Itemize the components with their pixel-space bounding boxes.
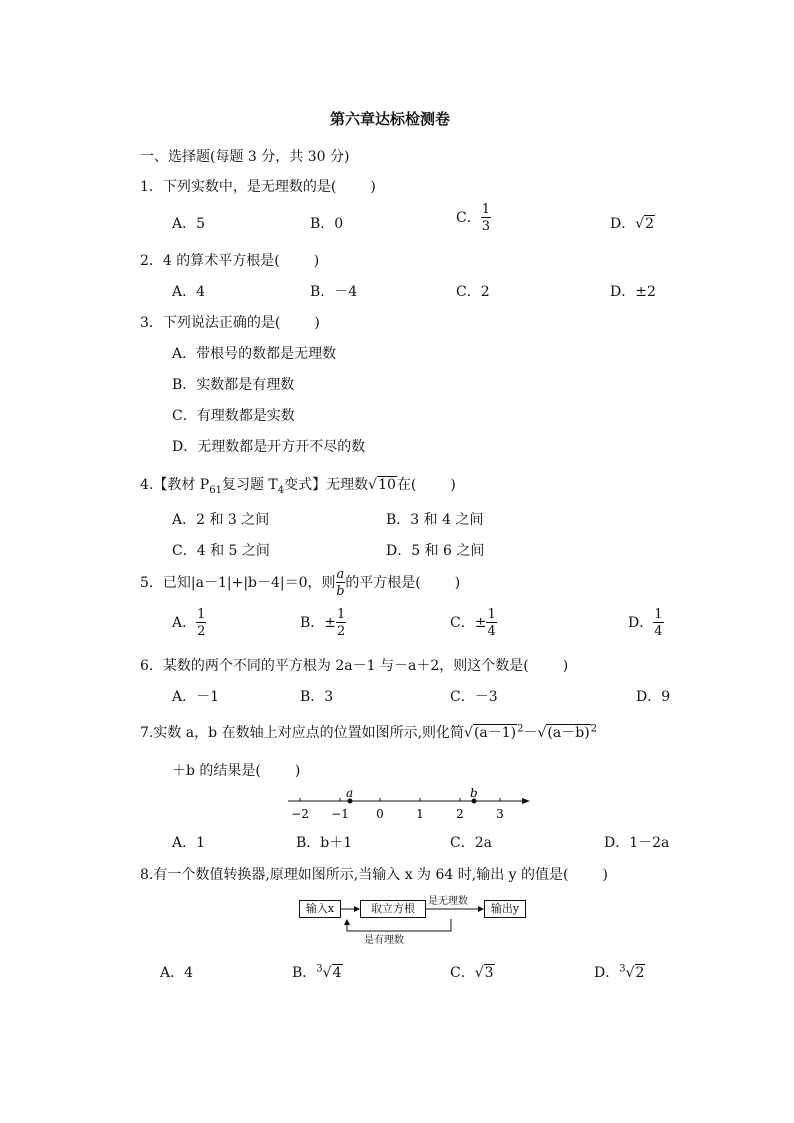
q6-option-c[interactable]: C．－3 [450, 689, 498, 705]
question-4-stem: 4.【教材 $P_{61}$复习题 $T_4$变式】无理数√10在( ) [140, 477, 456, 496]
section-heading: 一、选择题(每题 3 分，共 30 分) [140, 149, 350, 165]
axis-tick-label: 2 [456, 807, 464, 821]
point-a-label: a [346, 786, 354, 800]
q8-option-d[interactable]: D．$^3$√2 [594, 963, 645, 981]
question-2-stem: 2．4 的算术平方根是( ) [140, 253, 320, 269]
q2-option-a[interactable]: A．4 [172, 284, 206, 300]
number-line [286, 785, 536, 823]
q8-option-a[interactable]: A．4 [160, 965, 194, 981]
axis-tick-label: 3 [496, 807, 504, 821]
q4-option-a[interactable]: A．2 和 3 之间 [172, 512, 270, 528]
question-1-stem: 1．下列实数中，是无理数的是( ) [140, 179, 376, 195]
q7-option-c[interactable]: C．2a [450, 835, 492, 851]
q5-option-c[interactable]: C．± $\frac{1}{4}$ [450, 607, 496, 639]
q7-option-b[interactable]: B．b＋1 [296, 835, 353, 851]
q8-option-c[interactable]: C．√3 [450, 965, 494, 981]
rational-label: 是有理数 [364, 935, 404, 946]
point-b-label: b [470, 786, 478, 800]
cube-root-box: 取立方根 [360, 900, 426, 918]
question-5-stem: 5．已知|a－1|+|b－4|＝0，则 $\frac{a}{b}$ 的平方根是( ) [140, 567, 461, 599]
q1-option-a[interactable]: A．5 [172, 216, 206, 232]
q1-option-c[interactable]: C． $\frac{1}{3}$ [456, 202, 490, 234]
q4-option-c[interactable]: C．4 和 5 之间 [172, 543, 270, 559]
q2-option-b[interactable]: B．－4 [310, 284, 358, 300]
q5-option-a[interactable]: A． $\frac{1}{2}$ [172, 607, 206, 639]
question-7-stem-line2: ＋b 的结果是( ) [172, 763, 301, 779]
q3-option-d[interactable]: D．无理数都是开方开不尽的数 [172, 439, 366, 455]
axis-tick-label: 0 [376, 807, 384, 821]
output-box: 输出y [484, 900, 526, 918]
q6-option-b[interactable]: B．3 [300, 689, 334, 705]
q1-option-b[interactable]: B．0 [310, 216, 344, 232]
q4-option-b[interactable]: B．3 和 4 之间 [386, 512, 484, 528]
question-6-stem: 6．某数的两个不同的平方根为 2a－1 与－a＋2，则这个数是( ) [140, 658, 569, 674]
q7-option-a[interactable]: A．1 [172, 835, 206, 851]
question-8-stem: 8.有一个数值转换器,原理如图所示,当输入 x 为 64 时,输出 y 的值是( ) [140, 867, 608, 883]
irrational-label: 是无理数 [428, 896, 468, 907]
axis-tick-label: −2 [291, 807, 309, 821]
q5-option-b[interactable]: B．± $\frac{1}{2}$ [300, 607, 346, 639]
q1-option-d[interactable]: D．√2 [610, 216, 655, 232]
q4-option-d[interactable]: D．5 和 6 之间 [386, 543, 485, 559]
q3-option-b[interactable]: B．实数都是有理数 [172, 377, 295, 393]
q6-option-d[interactable]: D．9 [636, 689, 671, 705]
question-3-stem: 3．下列说法正确的是( ) [140, 315, 320, 331]
axis-tick-label: 1 [416, 807, 424, 821]
q2-option-d[interactable]: D．±2 [610, 284, 656, 300]
q5-option-d[interactable]: D． $\frac{1}{4}$ [628, 607, 663, 639]
q2-option-c[interactable]: C．2 [456, 284, 490, 300]
page-title: 第六章达标检测卷 [330, 110, 451, 128]
axis-tick-label: −1 [331, 807, 349, 821]
q3-option-c[interactable]: C．有理数都是实数 [172, 408, 295, 424]
q6-option-a[interactable]: A．－1 [172, 689, 220, 705]
question-7-stem: 7.实数 a，b 在数轴上对应点的位置如图所示,则化简$√(a-1)^2-√(a-b)^2$ [140, 723, 598, 741]
q7-option-d[interactable]: D．1－2a [604, 835, 670, 851]
converter-arrows [299, 895, 529, 935]
q3-option-a[interactable]: A．带根号的数都是无理数 [172, 346, 337, 362]
input-box: 输入x [299, 900, 341, 918]
q8-option-b[interactable]: B．$^3$√4 [292, 963, 342, 981]
